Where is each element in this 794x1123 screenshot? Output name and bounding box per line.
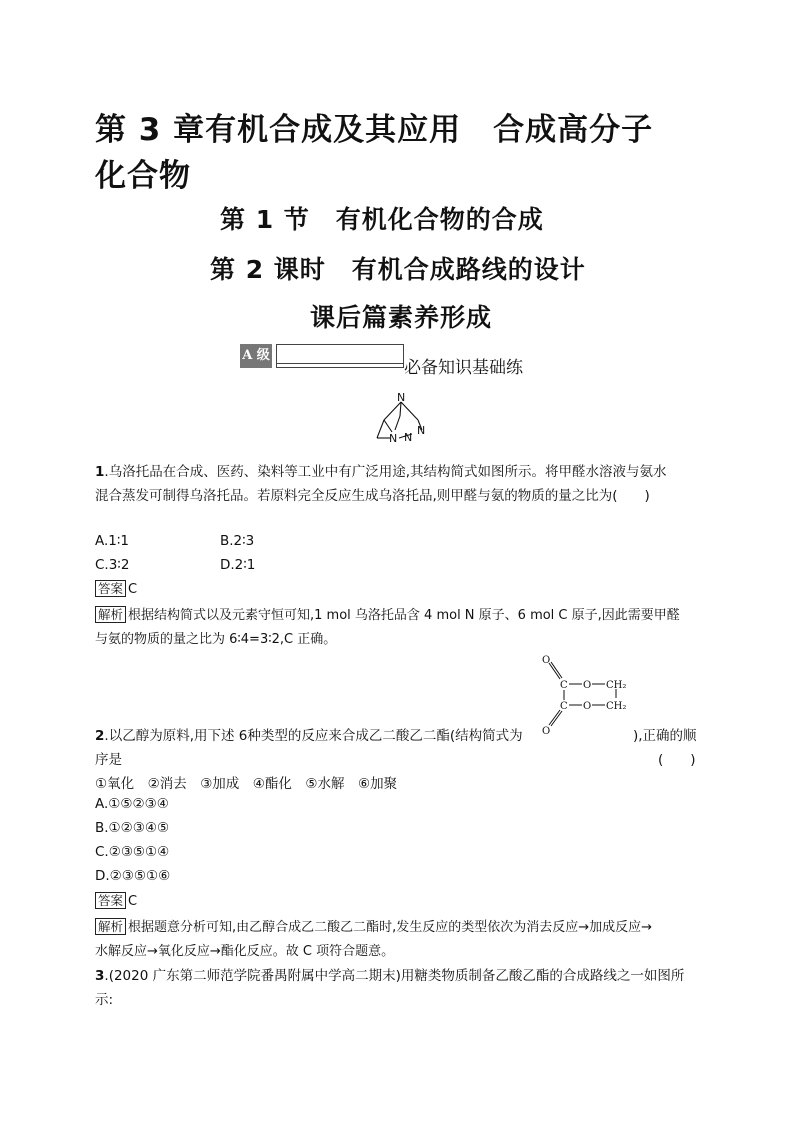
- q2-option-c: C.②③⑤①④: [95, 844, 170, 860]
- urotropine-structure-diagram: [366, 392, 436, 448]
- q2-reactions: ①氧化 ②消去 ③加成 ④酯化 ⑤水解 ⑥加聚: [95, 776, 398, 792]
- struct-o-ring-top: O: [583, 680, 592, 691]
- struct-o-ring-bottom: O: [583, 701, 592, 712]
- level-badge: A 级: [240, 344, 272, 368]
- q3-line1: [95, 964, 684, 984]
- ethylene-oxalate-structure: [540, 654, 640, 736]
- q1-analysis-text-1: 根据结构简式以及元素守恒可知,1 mol 乌洛托品含 4 mol N 原子、6 mol C 原子,因此需要甲醛: [128, 608, 680, 623]
- q2-analysis-line1: [95, 916, 652, 935]
- q1-option-b: B.2∶3: [220, 533, 255, 549]
- analysis-tag: 解析: [95, 918, 126, 935]
- q1-option-d: D.2∶1: [220, 557, 256, 573]
- q1-line1: [95, 460, 667, 480]
- q2-line1: [95, 724, 523, 744]
- q3-number: 3: [95, 968, 105, 984]
- q2-line2: 序是: [95, 752, 122, 768]
- q2-text-1: .以乙醇为原料,用下述 6种类型的反应来合成乙二酸乙二酯(结构简式为: [104, 728, 523, 744]
- answer-tag: 答案: [95, 580, 126, 597]
- q1-option-a: A.1∶1: [95, 533, 129, 549]
- struct-o-bottom: O: [542, 726, 551, 736]
- level-banner: [240, 344, 402, 368]
- atom-n-bottom-right: N: [404, 431, 413, 444]
- chapter-title-line1: 第 3 章有机合成及其应用 合成高分子: [95, 112, 654, 148]
- q2-option-a: A.①⑤②③④: [95, 796, 169, 812]
- struct-c-top: C: [560, 680, 568, 691]
- q1-analysis-line1: [95, 604, 680, 623]
- q2-line1-end: ),正确的顺: [633, 728, 697, 744]
- atom-n-bottom-left: N: [389, 432, 398, 445]
- practice-title: 课后篇素养形成: [310, 303, 493, 332]
- q2-analysis-text-1: 根据题意分析可知,由乙醇合成乙二酸乙二酯时,发生反应的类型依次为消去反应→加成反应→: [128, 920, 653, 935]
- q2-answer: [95, 892, 137, 909]
- q1-answer: [95, 580, 137, 597]
- q2-analysis-line2: 水解反应→氧化反应→酯化反应。故 C 项符合题意。: [95, 944, 395, 959]
- atom-n-top: N: [397, 392, 406, 404]
- q1-number: 1: [95, 464, 105, 480]
- struct-o-top: O: [542, 655, 551, 666]
- q2-number: 2: [95, 728, 105, 744]
- level-label: 必备知识基础练: [404, 358, 523, 378]
- q3-line2: 示:: [95, 992, 114, 1008]
- atom-n-right: N: [417, 424, 426, 437]
- q2-paren: ( ): [658, 752, 696, 768]
- q1-text-1: .乌洛托品在合成、医药、染料等工业中有广泛用途,其结构简式如图所示。将甲醛水溶液与氨水: [104, 464, 667, 480]
- section-title: 第 1 节 有机化合物的合成: [220, 205, 544, 234]
- q2-option-d: D.②③⑤①⑥: [95, 868, 171, 884]
- struct-ch2-top: CH₂: [606, 680, 627, 691]
- chapter-title-line2: 化合物: [95, 158, 191, 194]
- q3-text-1: .(2020 广东第二师范学院番禺附属中学高二期末)用糖类物质制备乙酸乙酯的合成路线之一如图所: [104, 968, 685, 984]
- q1-answer-value: C: [128, 582, 138, 597]
- struct-c-bottom: C: [560, 701, 568, 712]
- lesson-title: 第 2 课时 有机合成路线的设计: [210, 255, 586, 284]
- q1-line2: 混合蒸发可制得乌洛托品。若原料完全反应生成乌洛托品,则甲醛与氨的物质的量之比为( ): [95, 488, 650, 504]
- answer-tag: 答案: [95, 892, 126, 909]
- struct-ch2-bottom: CH₂: [606, 701, 627, 712]
- q1-analysis-line2: 与氨的物质的量之比为 6∶4=3∶2,C 正确。: [95, 632, 337, 647]
- level-frame: [276, 344, 404, 368]
- q1-option-c: C.3∶2: [95, 557, 130, 573]
- analysis-tag: 解析: [95, 606, 126, 623]
- q2-option-b: B.①②③④⑤: [95, 820, 170, 836]
- q2-answer-value: C: [128, 894, 138, 909]
